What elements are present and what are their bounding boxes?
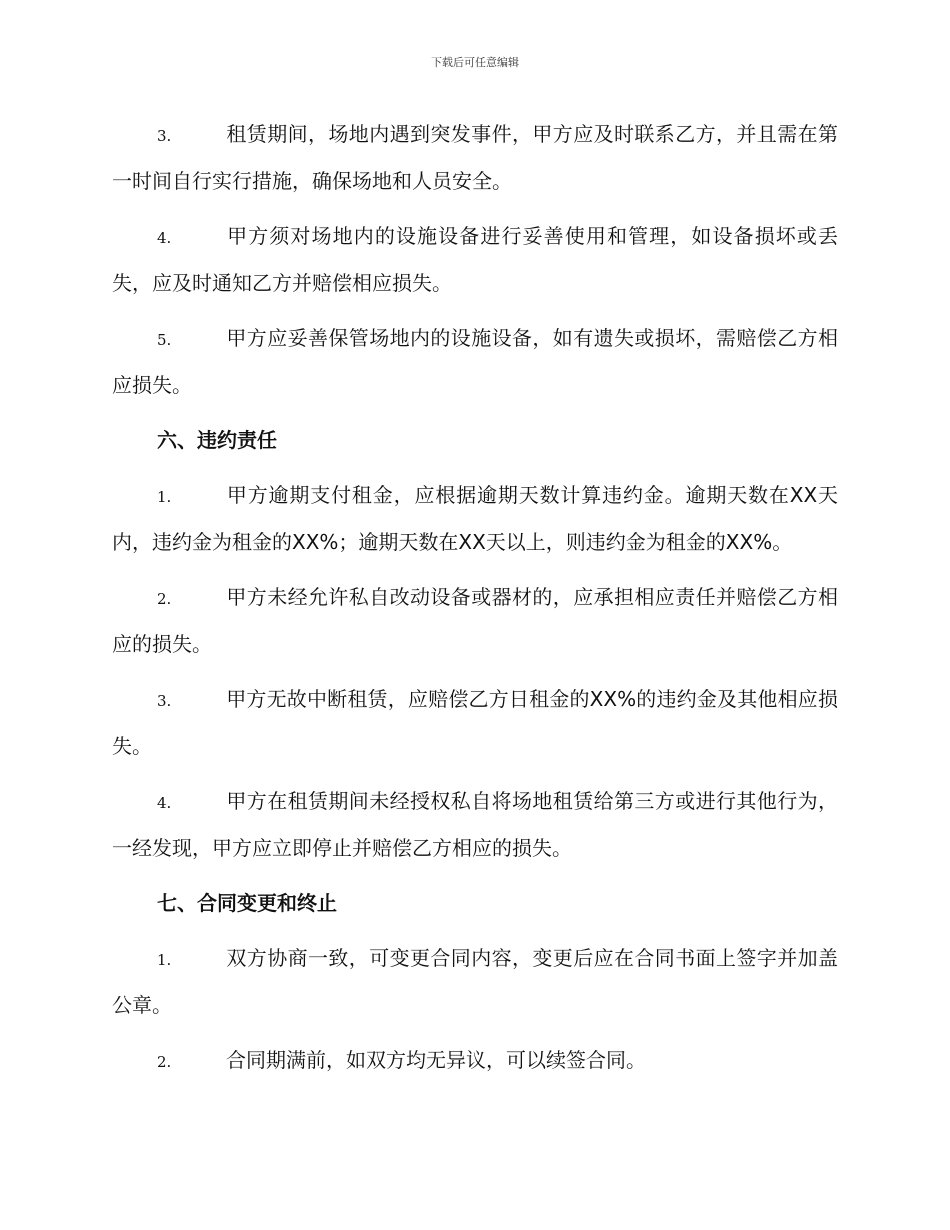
- clause: [112, 779, 838, 871]
- clause-number: 1.: [157, 488, 172, 506]
- clause-text: 双方协商一致，可变更合同内容，变更后应在合同书面上签字并加盖公章。: [112, 946, 838, 1017]
- clause: [112, 936, 838, 1028]
- section-title-breach: 六、违约责任: [157, 428, 277, 452]
- clause-number: 2.: [157, 1053, 172, 1071]
- clause-text: 甲方未经允许私自改动设备或器材的，应承担相应责任并赔偿乙方相应的损失。: [112, 585, 838, 656]
- clause-text: 甲方须对场地内的设施设备进行妥善使用和管理，如设备损坏或丢失，应及时通知乙方并赔偿相应损失。: [112, 224, 838, 295]
- clause-number: 4.: [157, 794, 172, 812]
- clause-number: 5.: [157, 331, 172, 349]
- clause-text: 甲方逾期支付租金，应根据逾期天数计算违约金。逾期天数在XX天内，违约金为租金的XX%；逾期天数在XX天以上，则违约金为租金的XX%。: [112, 483, 838, 554]
- clause-text: 甲方在租赁期间未经授权私自将场地租赁给第三方或进行其他行为，一经发现，甲方应立即停止并赔偿乙方相应的损失。: [112, 789, 838, 860]
- clause-text: 甲方应妥善保管场地内的设施设备，如有遗失或损坏，需赔偿乙方相应损失。: [112, 326, 838, 397]
- clause-number: 3.: [157, 127, 172, 145]
- clause-number: 3.: [157, 692, 172, 710]
- clause: [112, 575, 838, 667]
- clause-number: 2.: [157, 590, 172, 608]
- page-header: 下载后可任意编辑: [431, 56, 519, 69]
- clause: [112, 1038, 838, 1085]
- clause: [112, 473, 838, 565]
- clause-text: 合同期满前，如双方均无异议，可以续签合同。: [226, 1048, 646, 1072]
- clause: [112, 112, 838, 204]
- clause: [112, 214, 838, 306]
- clause-text: 租赁期间，场地内遇到突发事件，甲方应及时联系乙方，并且需在第一时间自行实行措施，确保场地和人员安全。: [112, 122, 838, 193]
- document-body: [112, 112, 838, 1095]
- clause: [112, 677, 838, 769]
- clause-number: 1.: [157, 951, 172, 969]
- section-title-contract-change: 七、合同变更和终止: [157, 891, 337, 915]
- clause: [112, 316, 838, 408]
- clause-text: 甲方无故中断租赁，应赔偿乙方日租金的XX%的违约金及其他相应损失。: [112, 687, 838, 758]
- clause-number: 4.: [157, 229, 172, 247]
